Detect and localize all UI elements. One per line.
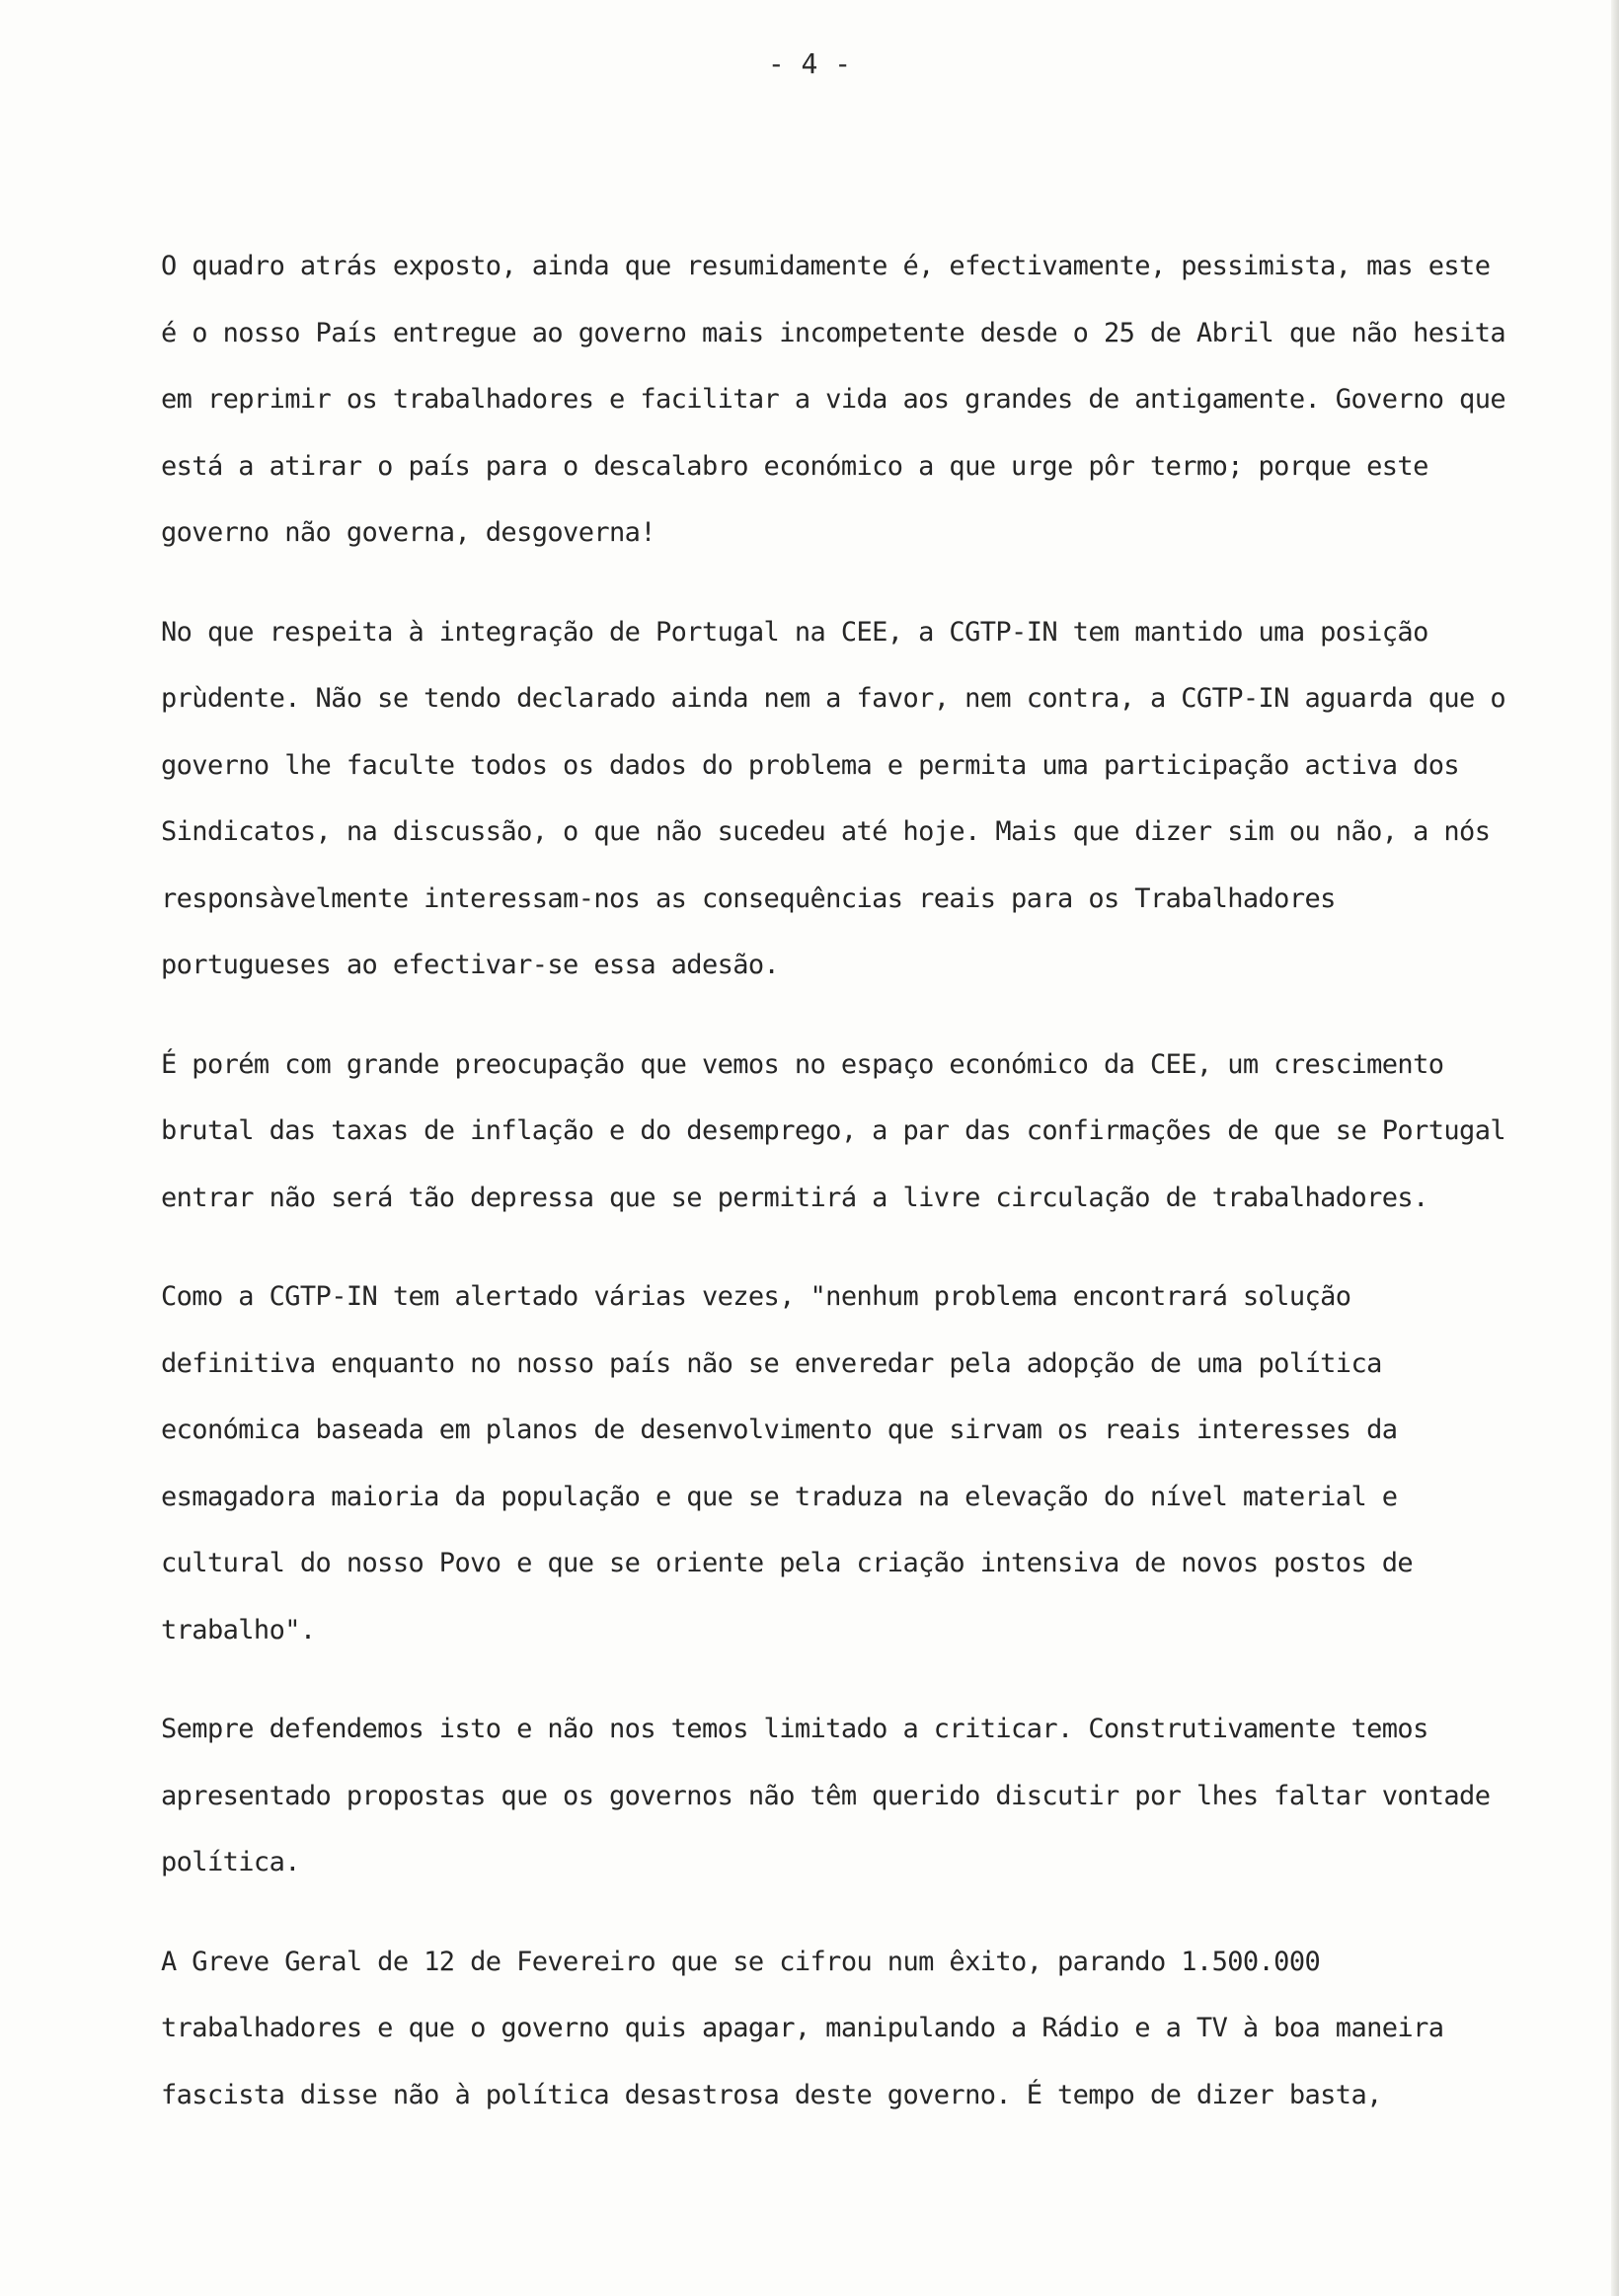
paragraph-alerta-cgtp: Como a CGTP-IN tem alertado várias vezes, "nenhum problema encontrará solução definitiva enquanto no nosso país não se enveredar pela adopção de uma política económica baseada em planos de desenvolvimento que sirvam os reais interesses da esmagadora maioria da população e que se traduza na elevação do nível material e cultural do nosso Povo e que se oriente pela criação intensiva de novos postos de trabalho".	[161, 1281, 1414, 1645]
paragraph-preocupacao-cee: É porém com grande preocupação que vemos no espaço económico da CEE, um crescimento brutal das taxas de inflação e do desemprego, a par das confirmações de que se Portugal entrar não será tão depressa que se permitirá a livre circulação de trabalhadores.	[161, 1048, 1506, 1213]
paragraph-greve-geral: A Greve Geral de 12 de Fevereiro que se cifrou num êxito, parando 1.500.000 trabalhadores e que o governo quis apagar, manipulando a Rádio e a TV à boa maneira fascista disse não à política desastrosa deste governo. É tempo de dizer basta,	[161, 1946, 1444, 2110]
page-number: - 4 -	[767, 47, 852, 80]
page-edge	[1611, 0, 1619, 2296]
paragraph-sempre-defendemos: Sempre defendemos isto e não nos temos limitado a criticar. Construtivamente temos apresentado propostas que os governos não têm querido discutir por lhes faltar vontade política.	[161, 1714, 1491, 1877]
paragraph-quadro-exposto: O quadro atrás exposto, ainda que resumidamente é, efectivamente, pessimista, mas este é o nosso País entregue ao governo mais incompetente desde o 25 de Abril que não hesita em reprimir os trabalhadores e facilitar a vida aos grandes de antigamente. Governo que está a atirar o país para o descalabro económico a que urge pôr termo; porque este governo não governa, desgoverna!	[161, 251, 1506, 548]
paragraph-integracao-cee: No que respeita à integração de Portugal na CEE, a CGTP-IN tem mantido uma posição prùdente. Não se tendo declarado ainda nem a favor, nem contra, a CGTP-IN aguarda que o governo lhe faculte todos os dados do problema e permita uma participação activa dos Sindicatos, na discussão, o que não sucedeu até hoje. Mais que dizer sim ou não, a nós responsàvelmente interessam-nos as consequências reais para os Trabalhadores portugueses ao efectivar-se essa adesão.	[161, 616, 1506, 980]
body-text	[161, 233, 1513, 2161]
